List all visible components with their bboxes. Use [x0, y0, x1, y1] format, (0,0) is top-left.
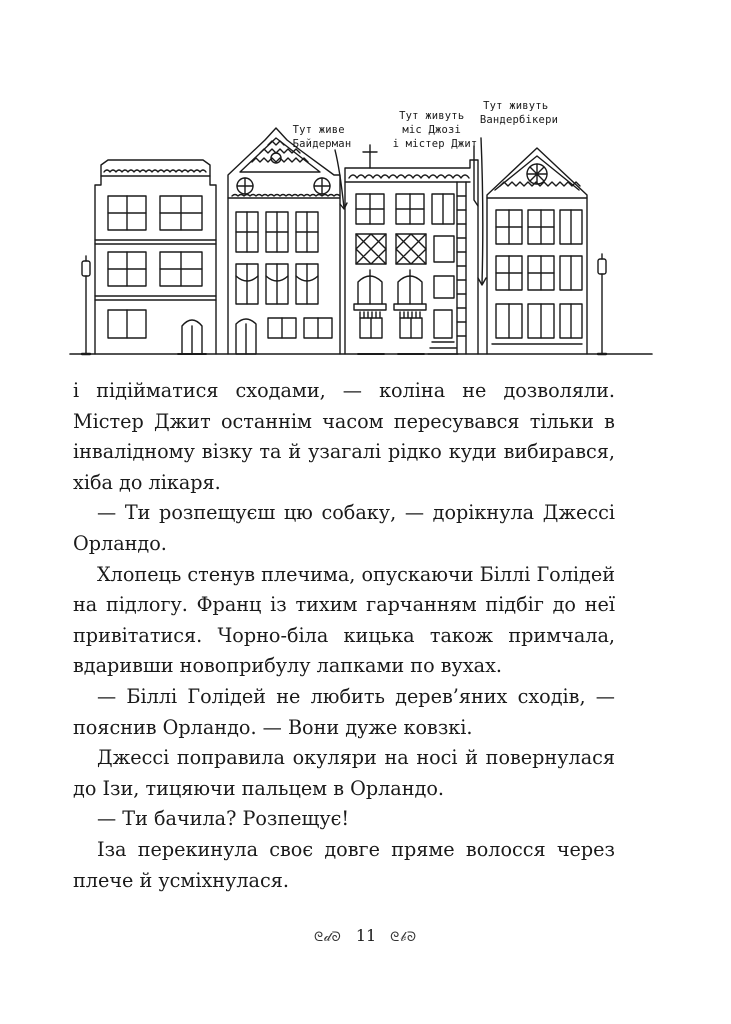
paragraph: Джессі поправила окуляри на носі й повернулася до Ізи, тицяючи пальцем в Орландо.: [73, 746, 615, 800]
paragraph: і підійматися сходами, — коліна не дозволяли. Містер Джит останнім часом пересувався тільки в інвалідному візку та й узагалі рідко куди вибирався, хіба до лікаря.: [73, 379, 615, 494]
lamp-post-right: [598, 254, 606, 354]
arrow-vanderbeeker: [481, 138, 483, 284]
lamp-post-left: [82, 256, 90, 354]
page-number: 11: [355, 926, 377, 945]
building-4: [487, 148, 587, 354]
page-footer: [0, 926, 731, 948]
paragraph: Іза перекинула своє довге пряме волосся через плече й усміхнулася.: [73, 837, 615, 892]
right-ornament: ᘓ𝒷ᘐ: [390, 930, 418, 945]
left-ornament: ᘓ𝒹ᘐ: [313, 930, 342, 945]
paragraph: — Ти бачила? Розпещує!: [97, 807, 350, 831]
paragraph: — Ти розпещуєш цю собаку, — дорікнула Джессі Орландо.: [73, 501, 615, 555]
building-2: [228, 128, 340, 354]
building-1: [95, 160, 216, 354]
label-baiderman: Тут живе Байдерман: [292, 124, 352, 150]
building-3: [345, 145, 478, 354]
label-jozi: Тут живуть міс Джозі і містер Джит: [392, 110, 478, 150]
body-text: [73, 376, 615, 896]
paragraph: — Біллі Голідей не любить дерев’яних сходів, — пояснив Орландо. — Вони дуже ковзкі.: [73, 684, 615, 739]
paragraph: Хлопець стенув плечима, опускаючи Біллі Голідей на підлогу. Франц із тихим гарчанням підбіг до неї привітатися. Чорно-біла кицька також примчала, вдаривши новоприбулу лапками по вухах.: [73, 562, 615, 678]
street-illustration: [0, 0, 731, 370]
label-vanderbeeker: Тут живуть Вандербікери: [479, 100, 559, 126]
